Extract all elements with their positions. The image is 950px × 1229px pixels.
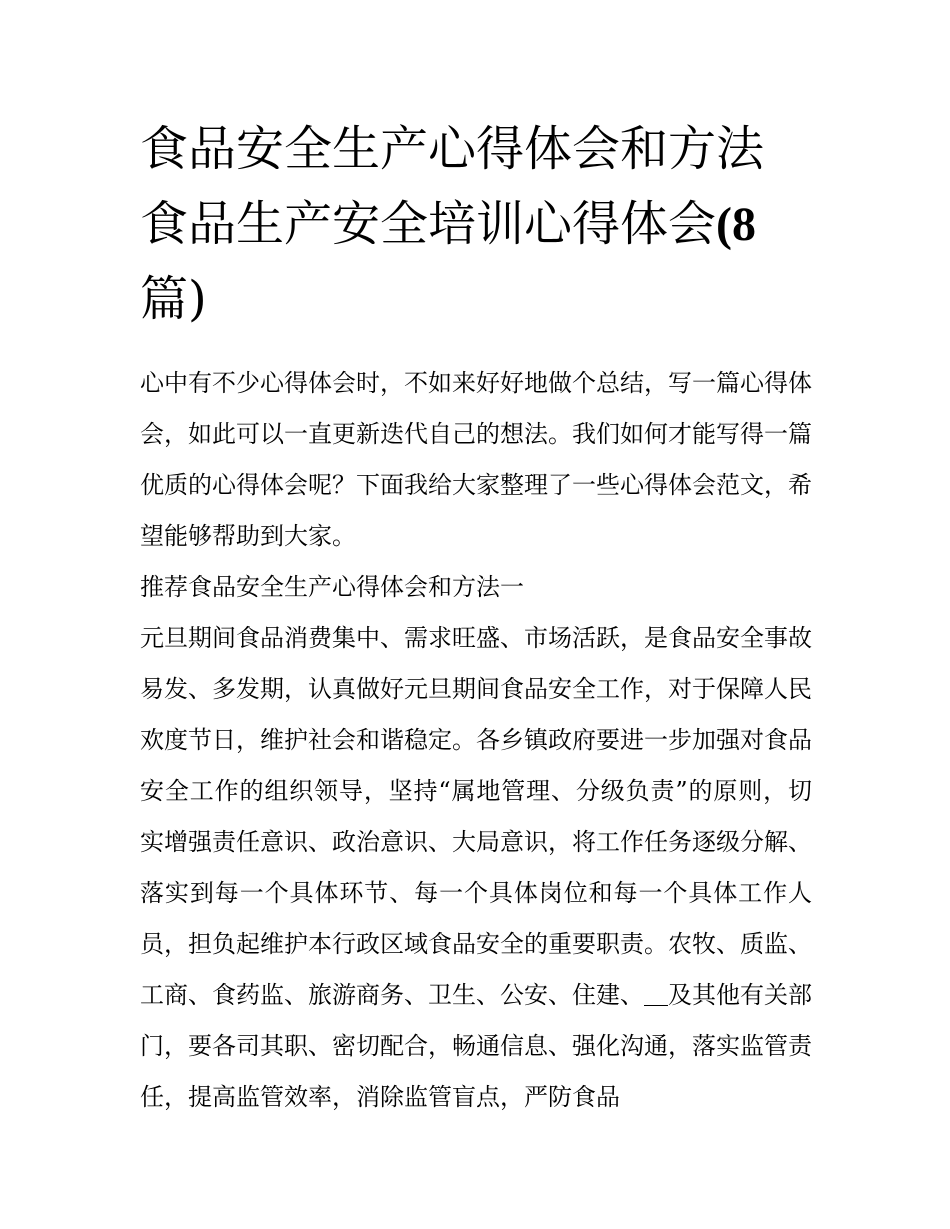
title-line-1: 食品安全生产心得体会和方法 [140,121,765,177]
intro-paragraph: 心中有不少心得体会时，不如来好好地做个总结，写一篇心得体会，如此可以一直更新迭代自己的想法。我们如何才能写得一篇优质的心得体会呢？下面我给大家整理了一些心得体会范文，希望能够帮助到大家。 [140,369,812,550]
document-body [140,358,812,1123]
title-line-3: 篇) [140,271,207,327]
title-suffix: (8 [716,198,756,251]
section-heading: 推荐食品安全生产心得体会和方法一 [140,573,524,601]
body-paragraph: 元旦期间食品消费集中、需求旺盛、市场活跃，是食品安全事故易发、多发期，认真做好元旦期间食品安全工作，对于保障人民欢度节日，维护社会和谐稳定。各乡镇政府要进一步加强对食品安全工作的组织领导，坚持“属地管理、分级负责”的原则，切实增强责任意识、政治意识、大局意识，将工作任务逐级分解、落实到每一个具体环节、每一个具体岗位和每一个具体工作人员，担负起维护本行政区域食品安全的重要职责。农牧、质监、工商、食药监、旅游商务、卫生、公安、住建、＿及其他有关部门，要各司其职、密切配合，畅通信息、强化沟通，落实监管责任，提高监管效率，消除监管盲点，严防食品 [140,624,812,1111]
document-title [140,112,820,337]
title-line-2: 食品生产安全培训心得体会 [140,196,717,252]
